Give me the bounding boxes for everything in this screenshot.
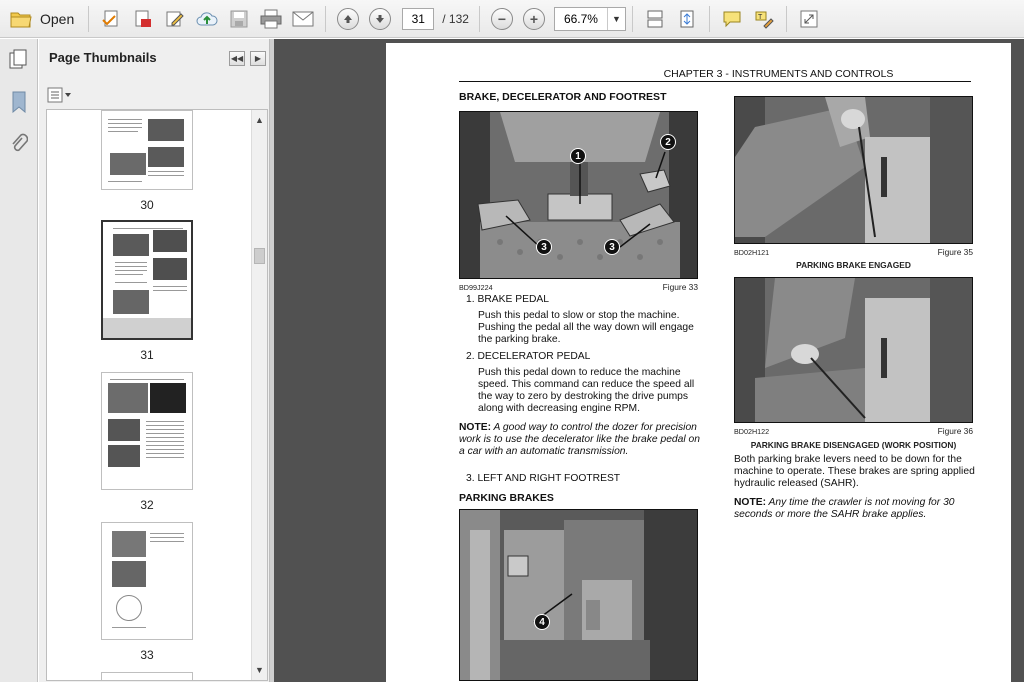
section-heading: PARKING BRAKES: [459, 492, 554, 504]
save-button[interactable]: [225, 5, 253, 33]
create-pdf-button[interactable]: [97, 5, 125, 33]
double-left-arrow-icon: ◀◀: [230, 54, 244, 63]
note-text: Any time the crawler is not moving for 30: [766, 497, 955, 508]
parking-brake-cab-photo: [459, 509, 698, 681]
printer-icon: [260, 9, 282, 29]
zoom-select[interactable]: [554, 7, 626, 31]
collapse-panel-button[interactable]: [229, 51, 245, 66]
document-page: [386, 43, 1011, 682]
item-2-line: along with decreasing engine RPM.: [478, 403, 640, 414]
parking-brake-disengaged-illustration: [735, 278, 973, 423]
thumbnail-page-31[interactable]: [101, 220, 193, 340]
item-2-line: the way to zero by destroking the drive pumps: [478, 391, 689, 402]
thumbnail-label: 30: [140, 198, 154, 212]
thumbnail-label: 32: [140, 498, 154, 512]
figure-code: BD99J224: [459, 283, 493, 292]
figure-label: Figure 36: [937, 426, 973, 436]
scroll-mode-button[interactable]: [641, 5, 669, 33]
figure-label: Figure 35: [937, 247, 973, 257]
pdf-convert-button[interactable]: [129, 5, 157, 33]
callout-4: 4: [534, 614, 550, 630]
figure-code: BD02H122: [734, 427, 770, 436]
create-document-icon: [101, 9, 121, 29]
body-line: Both parking brake levers need to be down for the: [734, 454, 962, 465]
item-2-line: Push this pedal down to reduce the machine: [478, 367, 681, 378]
expand-arrows-icon: [799, 9, 819, 29]
item-3-title: 3. LEFT AND RIGHT FOOTREST: [466, 473, 621, 484]
note-2: [734, 497, 955, 510]
callout-3-left: 3: [536, 239, 552, 255]
body-line: hydraulic released (SAHR).: [734, 478, 859, 489]
item-1-line: Pushing the pedal all the way down will engage: [478, 322, 694, 333]
toolbar-separator: [479, 6, 480, 32]
main-toolbar: [0, 0, 1024, 38]
item-2-line: speed. This command can reduce the speed all: [478, 379, 695, 390]
page-number-input[interactable]: 31: [402, 8, 434, 30]
page-thumbnails-panel: [39, 39, 270, 682]
next-page-button[interactable]: [366, 5, 394, 33]
pdf-file-icon: [133, 9, 153, 29]
thumbnail-page-33[interactable]: [101, 522, 193, 640]
callout-1: 1: [570, 148, 586, 164]
email-button[interactable]: [289, 5, 317, 33]
note-1-line: work is to use the decelerator like the brake pedal on: [459, 434, 700, 445]
note-label: NOTE:: [459, 422, 492, 433]
open-label: Open: [40, 10, 75, 27]
arrow-up-icon: [337, 8, 359, 30]
scroll-down-icon[interactable]: ▼: [255, 665, 264, 675]
fit-page-icon: [677, 9, 697, 29]
item-1-line: the parking brake.: [478, 334, 561, 345]
item-1-line: Push this pedal to slow or stop the machine.: [478, 310, 680, 321]
save-disk-icon: [230, 10, 248, 28]
zoom-out-button[interactable]: [488, 5, 516, 33]
scroll-pages-icon: [645, 9, 665, 29]
arrow-down-icon: [369, 8, 391, 30]
note-text: A good way to control the dozer for precision: [491, 422, 697, 433]
right-arrow-icon: ▶: [254, 54, 262, 63]
thumbnail-page-partial[interactable]: [101, 672, 193, 681]
figure-35-photo: [734, 96, 973, 244]
highlighter-icon: [754, 9, 774, 29]
scroll-up-icon[interactable]: ▲: [255, 115, 264, 125]
panel-title: Page Thumbnails: [49, 50, 157, 65]
figure-caption: PARKING BRAKE DISENGAGED (WORK POSITION): [750, 440, 957, 450]
pages-icon: [8, 49, 30, 71]
print-button[interactable]: [257, 5, 285, 33]
folder-icon: [10, 10, 32, 28]
thumbnail-options-button[interactable]: [47, 86, 73, 104]
toolbar-separator: [632, 6, 633, 32]
figure-code: BD02H121: [734, 248, 770, 257]
expand-button[interactable]: [795, 5, 823, 33]
thumbnail-label: 33: [140, 648, 154, 662]
thumbnail-page-32[interactable]: [101, 372, 193, 490]
chapter-header: CHAPTER 3 - INSTRUMENTS AND CONTROLS: [663, 68, 894, 80]
page-total: / 132: [442, 11, 469, 26]
speech-bubble-icon: [722, 10, 742, 28]
section-heading: BRAKE, DECELERATOR AND FOOTREST: [459, 91, 667, 103]
header-rule: [459, 81, 971, 82]
upload-button[interactable]: [193, 5, 221, 33]
parking-brake-engaged-illustration: [735, 97, 973, 244]
callout-2: 2: [660, 134, 676, 150]
toolbar-separator: [786, 6, 787, 32]
cloud-upload-icon: [196, 9, 218, 29]
highlight-button[interactable]: [750, 5, 778, 33]
toolbar-separator: [709, 6, 710, 32]
fit-page-button[interactable]: [673, 5, 701, 33]
toolbar-separator: [88, 6, 89, 32]
edit-pencil-icon: [165, 9, 185, 29]
zoom-value: 66.7%: [563, 11, 598, 26]
note-1-line: a car with an automatic transmission.: [459, 446, 629, 457]
paperclip-icon: [10, 133, 28, 155]
figure-36-photo: [734, 277, 973, 423]
callout-3-right: 3: [604, 239, 620, 255]
body-line: machine to operate. These brakes are spring applied: [734, 466, 975, 477]
navigation-rail: [0, 39, 38, 682]
figure-33-photo: [459, 111, 698, 279]
toolbar-separator: [325, 6, 326, 32]
cab-illustration: [460, 510, 698, 681]
bookmark-icon: [10, 91, 28, 113]
comment-button[interactable]: [718, 5, 746, 33]
minus-icon: −: [491, 8, 513, 30]
thumbnail-label: 31: [140, 348, 154, 362]
document-view: [274, 39, 1024, 682]
svg-text:T: T: [757, 13, 763, 21]
note-label: NOTE:: [734, 497, 767, 508]
expand-panel-button[interactable]: [250, 51, 266, 66]
attachments-tab[interactable]: [7, 131, 31, 157]
thumbnail-scrollbar[interactable]: [251, 110, 267, 680]
envelope-icon: [292, 11, 314, 27]
edit-button[interactable]: [161, 5, 189, 33]
chevron-down-icon: ▼: [607, 8, 625, 30]
item-1-title: 1. BRAKE PEDAL: [466, 294, 549, 305]
zoom-in-button[interactable]: [520, 5, 548, 33]
bookmarks-tab[interactable]: [7, 89, 31, 115]
options-list-icon: [47, 87, 73, 103]
note-1: [459, 422, 697, 435]
scrollbar-thumb[interactable]: [254, 248, 265, 264]
thumbnail-list: [46, 109, 268, 681]
page-thumbnails-tab[interactable]: [7, 47, 31, 73]
previous-page-button[interactable]: [334, 5, 362, 33]
item-2-title: 2. DECELERATOR PEDAL: [466, 351, 591, 362]
thumbnail-page-30[interactable]: [101, 110, 193, 190]
note-2-line: seconds or more the SAHR brake applies.: [734, 509, 927, 520]
figure-caption: PARKING BRAKE ENGAGED: [796, 260, 911, 270]
figure-label: Figure 33: [662, 282, 698, 292]
open-button[interactable]: [0, 4, 82, 34]
plus-icon: +: [523, 8, 545, 30]
